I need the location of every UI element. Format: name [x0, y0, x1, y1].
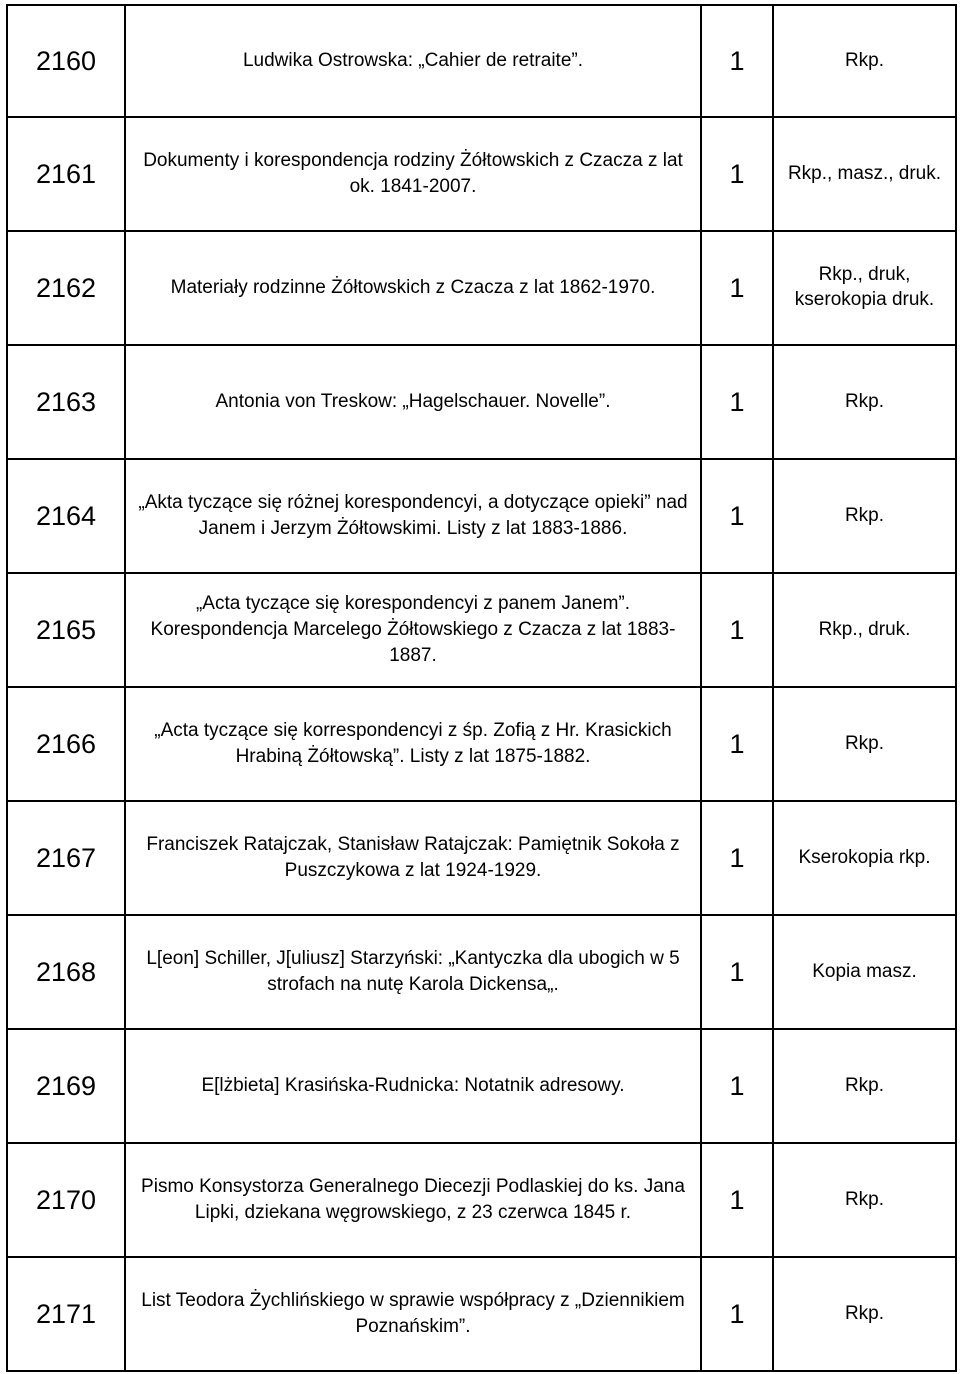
catalog-table	[6, 4, 957, 1372]
table-row	[7, 1143, 956, 1257]
item-number: 2163	[7, 345, 125, 459]
item-count: 1	[701, 801, 773, 915]
item-count: 1	[701, 1257, 773, 1371]
item-title: Antonia von Treskow: „Hagelschauer. Novelle”.	[125, 345, 701, 459]
item-count: 1	[701, 5, 773, 117]
item-type: Rkp.	[773, 459, 956, 573]
item-title: „Acta tyczące się korrespondencyi z śp. Zofią z Hr. Krasickich Hrabiną Żółtowską”. Listy z lat 1875-1882.	[125, 687, 701, 801]
item-count: 1	[701, 231, 773, 345]
item-title: „Akta tyczące się różnej korespondencyi, a dotyczące opieki” nad Janem i Jerzym Żółtowskimi. Listy z lat 1883-1886.	[125, 459, 701, 573]
item-number: 2168	[7, 915, 125, 1029]
item-type: Kopia masz.	[773, 915, 956, 1029]
table-row	[7, 117, 956, 231]
item-count: 1	[701, 573, 773, 687]
item-title: L[eon] Schiller, J[uliusz] Starzyński: „Kantyczka dla ubogich w 5 strofach na nutę Karola Dickensa„.	[125, 915, 701, 1029]
item-type: Rkp.	[773, 5, 956, 117]
item-title: List Teodora Żychlińskiego w sprawie współpracy z „Dziennikiem Poznańskim”.	[125, 1257, 701, 1371]
table-row	[7, 5, 956, 117]
table-row	[7, 231, 956, 345]
item-type: Rkp.	[773, 1143, 956, 1257]
item-count: 1	[701, 1143, 773, 1257]
item-title: „Acta tyczące się korespondencyi z panem Janem”. Korespondencja Marcelego Żółtowskiego z Czacza z lat 1883-1887.	[125, 573, 701, 687]
item-title: Ludwika Ostrowska: „Cahier de retraite”.	[125, 5, 701, 117]
item-type: Rkp., druk.	[773, 573, 956, 687]
item-count: 1	[701, 117, 773, 231]
item-count: 1	[701, 459, 773, 573]
item-count: 1	[701, 345, 773, 459]
table-row	[7, 573, 956, 687]
item-title: Materiały rodzinne Żółtowskich z Czacza z lat 1862-1970.	[125, 231, 701, 345]
table-row	[7, 801, 956, 915]
item-number: 2171	[7, 1257, 125, 1371]
item-number: 2164	[7, 459, 125, 573]
item-count: 1	[701, 687, 773, 801]
item-number: 2167	[7, 801, 125, 915]
item-count: 1	[701, 915, 773, 1029]
item-number: 2162	[7, 231, 125, 345]
item-number: 2169	[7, 1029, 125, 1143]
item-type: Rkp.	[773, 1257, 956, 1371]
table-row	[7, 459, 956, 573]
item-title: Franciszek Ratajczak, Stanisław Ratajczak: Pamiętnik Sokoła z Puszczykowa z lat 1924-1929.	[125, 801, 701, 915]
item-number: 2165	[7, 573, 125, 687]
item-count: 1	[701, 1029, 773, 1143]
item-type: Kserokopia rkp.	[773, 801, 956, 915]
item-number: 2166	[7, 687, 125, 801]
item-title: Pismo Konsystorza Generalnego Diecezji Podlaskiej do ks. Jana Lipki, dziekana węgrowskiego, z 23 czerwca 1845 r.	[125, 1143, 701, 1257]
item-number: 2161	[7, 117, 125, 231]
item-title: Dokumenty i korespondencja rodziny Żółtowskich z Czacza z lat ok. 1841-2007.	[125, 117, 701, 231]
item-number: 2170	[7, 1143, 125, 1257]
item-type: Rkp.	[773, 1029, 956, 1143]
item-type: Rkp.	[773, 345, 956, 459]
table-row	[7, 345, 956, 459]
item-title: E[lżbieta] Krasińska-Rudnicka: Notatnik adresowy.	[125, 1029, 701, 1143]
item-type: Rkp.	[773, 687, 956, 801]
item-number: 2160	[7, 5, 125, 117]
table-row	[7, 915, 956, 1029]
table-row	[7, 1029, 956, 1143]
catalog-body	[7, 5, 956, 1371]
item-type: Rkp., masz., druk.	[773, 117, 956, 231]
table-row	[7, 1257, 956, 1371]
item-type: Rkp., druk, kserokopia druk.	[773, 231, 956, 345]
table-row	[7, 687, 956, 801]
